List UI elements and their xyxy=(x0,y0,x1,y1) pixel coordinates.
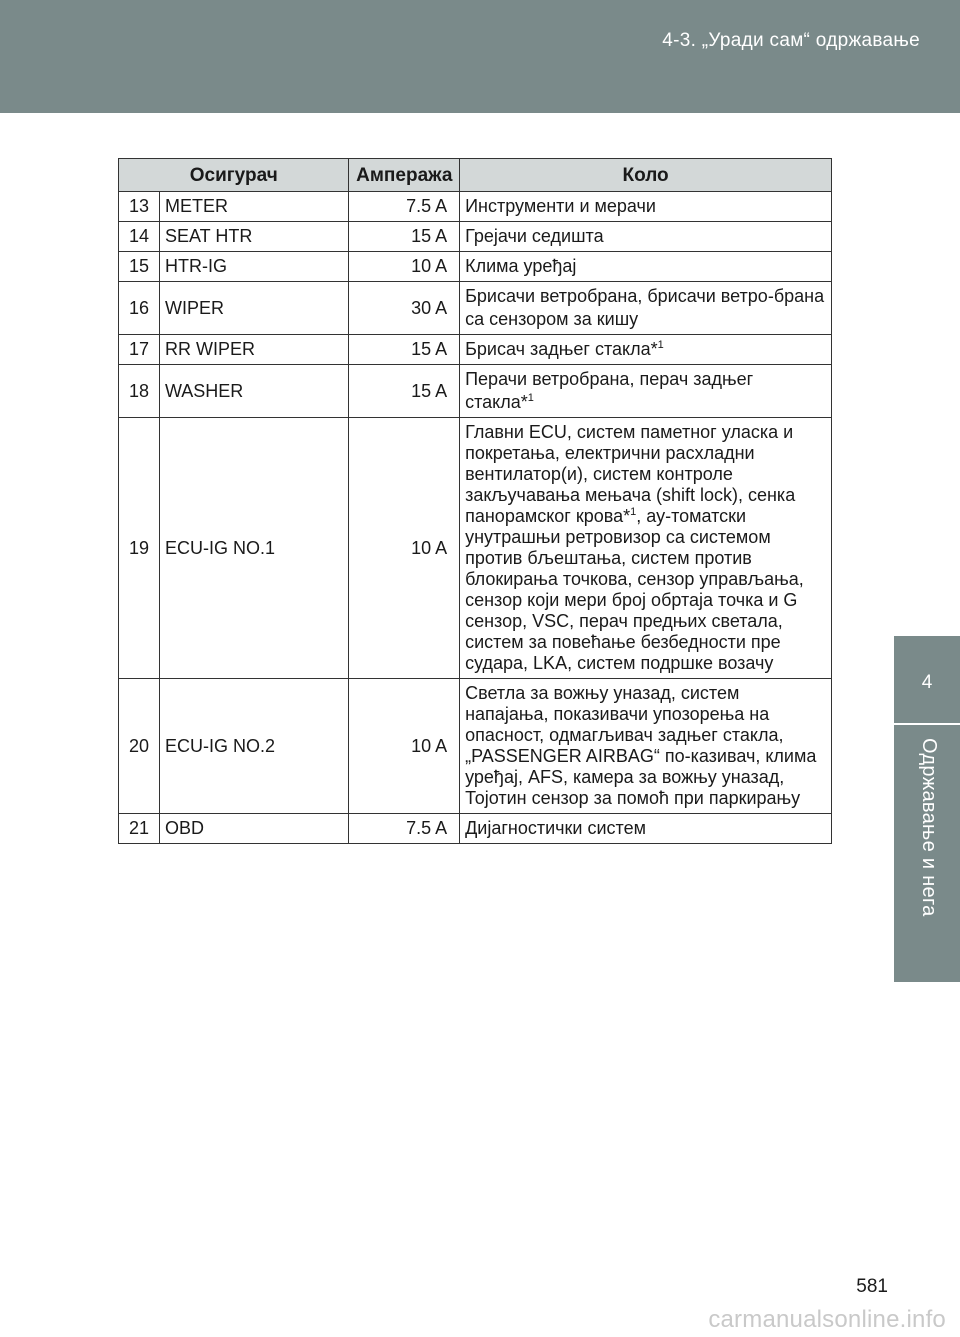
fuse-amperage: 10 A xyxy=(349,679,460,814)
footnote-marker: 1 xyxy=(527,392,534,404)
fuse-amperage: 10 A xyxy=(349,418,460,679)
fuse-circuit: Дијагностички систем xyxy=(460,814,832,844)
table-row xyxy=(119,814,832,844)
table-row xyxy=(119,679,832,814)
fuse-amperage: 15 A xyxy=(349,365,460,418)
fuse-name: METER xyxy=(159,192,349,222)
fuse-amperage: 7.5 A xyxy=(349,192,460,222)
fuse-name: WIPER xyxy=(159,282,349,335)
fuse-name: OBD xyxy=(159,814,349,844)
table-header-row xyxy=(119,159,832,192)
column-header-fuse: Осигурач xyxy=(119,159,349,192)
column-header-circuit: Коло xyxy=(460,159,832,192)
fuse-number: 17 xyxy=(119,335,160,365)
chapter-title: Одржавање и нега xyxy=(918,738,940,917)
footnote-marker: 1 xyxy=(630,506,637,518)
fuse-amperage: 15 A xyxy=(349,222,460,252)
fuse-circuit xyxy=(460,365,832,418)
fuse-number: 13 xyxy=(119,192,160,222)
fuse-name: WASHER xyxy=(159,365,349,418)
table-row xyxy=(119,252,832,282)
column-header-amperage: Ампеража xyxy=(349,159,460,192)
fuse-number: 15 xyxy=(119,252,160,282)
fuse-name: ECU-IG NO.1 xyxy=(159,418,349,679)
fuse-number: 21 xyxy=(119,814,160,844)
fuse-number: 16 xyxy=(119,282,160,335)
fuse-amperage: 15 A xyxy=(349,335,460,365)
fuse-circuit: Светла за вожњу уназад, систем напајања, показивачи упозорења на опасност, одмагљивач задњег стакла, „PASSENGER AIRBAG“ по-казивач, клима уређај, AFS, камера за вожњу уназад, Тојотин сензор за помоћ при паркирању xyxy=(460,679,832,814)
fuse-circuit: Клима уређај xyxy=(460,252,832,282)
table-row xyxy=(119,365,832,418)
table-row xyxy=(119,418,832,679)
section-title: 4-3. „Уради сам“ одржавање xyxy=(662,30,920,51)
fuse-circuit: Брисачи ветробрана, брисачи ветро-брана са сензором за кишу xyxy=(460,282,832,335)
table-row xyxy=(119,192,832,222)
table-row xyxy=(119,335,832,365)
fuse-circuit-text: Перачи ветробрана, перач задњег стакла* xyxy=(465,369,754,412)
fuse-circuit xyxy=(460,335,832,365)
fuse-name: ECU-IG NO.2 xyxy=(159,679,349,814)
fuse-circuit-text-cont: , ау-томатски унутрашњи ретровизор са системом против бљештања, систем против блокирања точкова, сензор управљања, сензор који мери број обртаја точка и G сензор, VSC, перач предњих светала, систем за повећање безбедности пре судара, LKA, систем подршке возачу xyxy=(465,506,804,673)
fuse-circuit-text: Брисач задњег стакла* xyxy=(465,339,658,359)
fuse-name: SEAT HTR xyxy=(159,222,349,252)
fuse-circuit: Инструменти и мерачи xyxy=(460,192,832,222)
fuse-number: 19 xyxy=(119,418,160,679)
fuse-circuit: Грејачи седишта xyxy=(460,222,832,252)
fuse-name: RR WIPER xyxy=(159,335,349,365)
fuse-number: 18 xyxy=(119,365,160,418)
fuse-number: 20 xyxy=(119,679,160,814)
table-row xyxy=(119,222,832,252)
page-number: 581 xyxy=(856,1276,888,1297)
table-row xyxy=(119,282,832,335)
fuse-name: HTR-IG xyxy=(159,252,349,282)
header-bar xyxy=(0,0,960,113)
fuse-amperage: 30 A xyxy=(349,282,460,335)
fuse-amperage: 7.5 A xyxy=(349,814,460,844)
footnote-marker: 1 xyxy=(657,339,664,351)
chapter-number: 4 xyxy=(921,672,933,693)
fuse-amperage: 10 A xyxy=(349,252,460,282)
fuse-table xyxy=(118,158,832,844)
fuse-circuit xyxy=(460,418,832,679)
chapter-tab-divider xyxy=(894,723,960,725)
fuse-number: 14 xyxy=(119,222,160,252)
watermark: carmanualsonline.info xyxy=(708,1306,946,1333)
fuse-circuit-text: Главни ECU, систем паметног уласка и покретања, електрични расхладни вентилатор(и), систем контроле закључавања мењача (shift lock), сенка панорамског крова* xyxy=(465,422,796,526)
